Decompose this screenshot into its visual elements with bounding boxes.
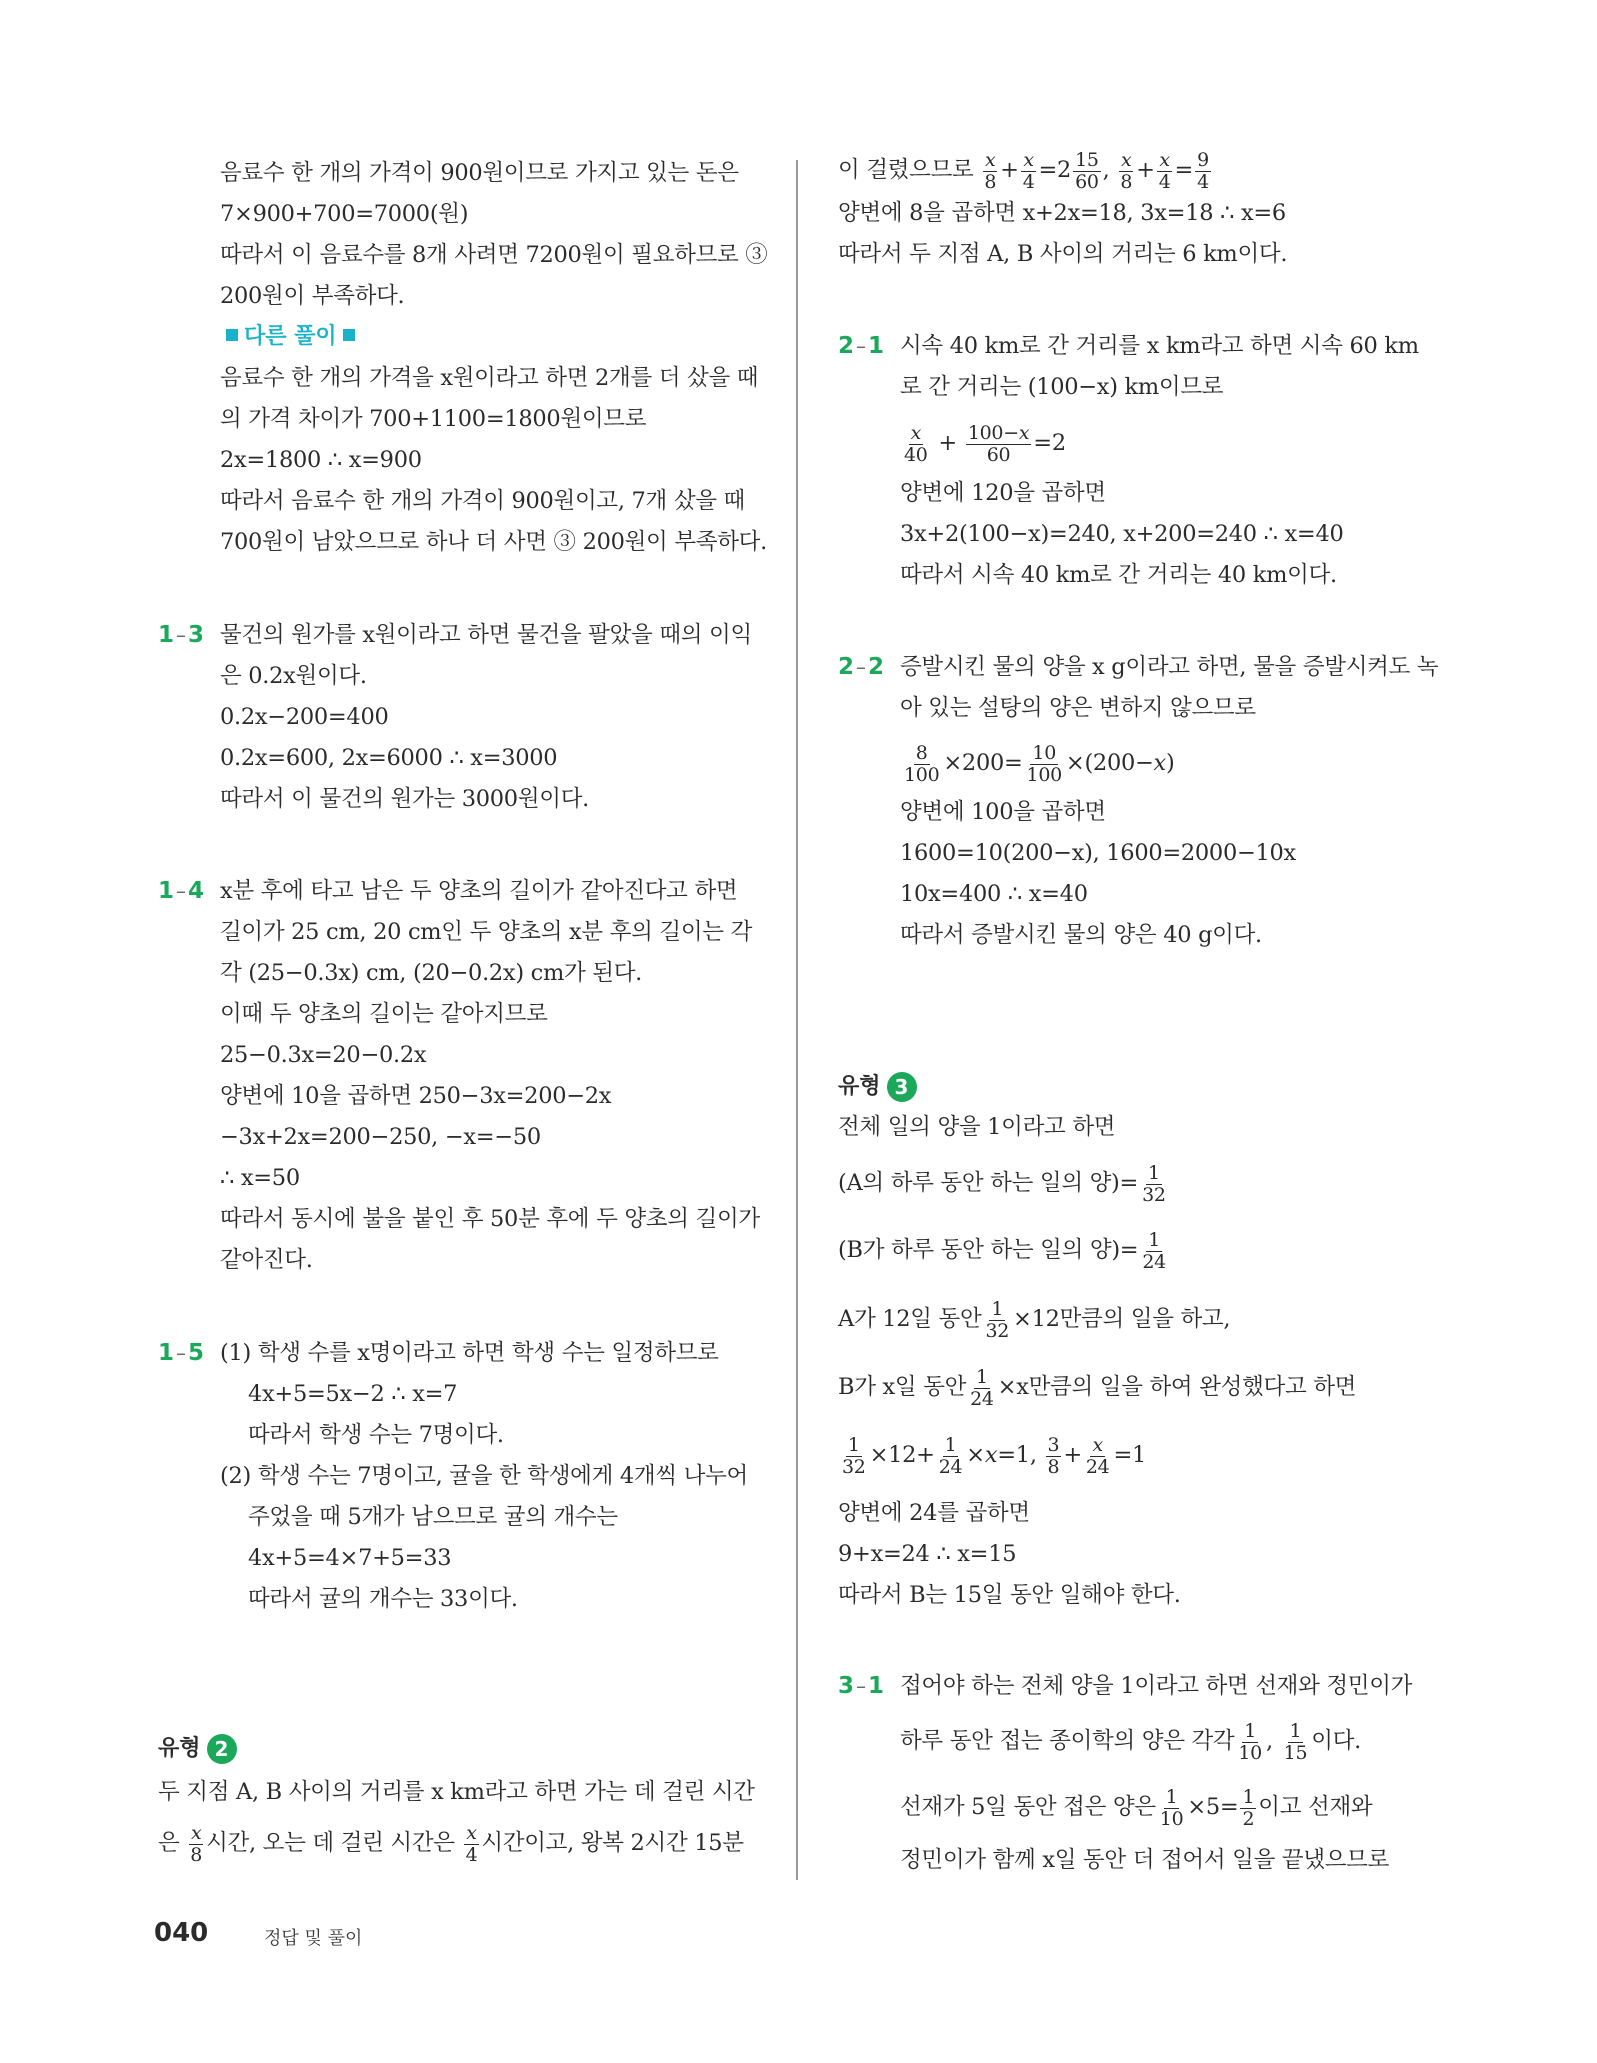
text-line: (B가 하루 동안 하는 일의 양)= $\frac{1}{24}$ xyxy=(838,1228,1166,1273)
type-heading-3: 유형 3 xyxy=(838,1070,917,1104)
type-number-badge: 3 xyxy=(887,1072,917,1102)
text-line: 2x=1800 ∴ x=900 xyxy=(220,447,422,473)
text-line: 증발시킨 물의 양을 x g이라고 하면, 물을 증발시켜도 녹 xyxy=(900,654,1439,680)
text-line: 로 간 거리는 (100−x) km이므로 xyxy=(900,374,1224,400)
text-line: −3x+2x=200−250, −x=−50 xyxy=(220,1124,541,1150)
fraction: $\frac{x}{4}$ xyxy=(465,1821,478,1866)
text-line: 은 $\frac{x}{8}$ 시간, 오는 데 걸린 시간은 $\frac{x}{4}$ 시간이고, 왕복 2시간 15분 xyxy=(158,1821,744,1866)
problem-number-2-1: 2 –1 xyxy=(838,333,885,359)
text-line: 따라서 두 지점 A, B 사이의 거리는 6 km이다. xyxy=(838,241,1288,267)
text-line: 두 지점 A, B 사이의 거리를 x km라고 하면 가는 데 걸린 시간 xyxy=(158,1779,755,1805)
text-line: (A의 하루 동안 하는 일의 양)= $\frac{1}{32}$ xyxy=(838,1161,1166,1206)
text-line: 양변에 120을 곱하면 xyxy=(900,480,1106,506)
text-line: 따라서 증발시킨 물의 양은 40 g이다. xyxy=(900,922,1262,948)
text-line: 9+x=24 ∴ x=15 xyxy=(838,1541,1017,1567)
text-line: 선재가 5일 동안 접은 양은 $\frac{1}{10}$ ×5= $\frac{1}{2}$ 이고 선재와 xyxy=(900,1785,1373,1830)
text-line: (1) 학생 수를 x명이라고 하면 학생 수는 일정하므로 xyxy=(220,1340,719,1366)
problem-number-3-1: 3 –1 xyxy=(838,1673,885,1699)
text-line: 하루 동안 접는 종이학의 양은 각각 $\frac{1}{10}$ , $\frac{1}{15}$ 이다. xyxy=(900,1719,1361,1764)
problem-number-1-3: 1 –3 xyxy=(158,622,205,648)
text-line: 0.2x=600, 2x=6000 ∴ x=3000 xyxy=(220,745,558,771)
text-line: 1600=10(200−x), 1600=2000−10x xyxy=(900,840,1296,866)
text-line: 이때 두 양초의 길이는 같아지므로 xyxy=(220,1001,548,1027)
text-line: A가 12일 동안 $\frac{1}{32}$ ×12만큼의 일을 하고, xyxy=(838,1297,1231,1342)
text-line: 정민이가 함께 x일 동안 더 접어서 일을 끝냈으므로 xyxy=(900,1847,1390,1873)
text-line: 4x+5=5x−2 ∴ x=7 xyxy=(248,1381,458,1407)
text-line: 7×900+700=7000(원) xyxy=(220,201,469,227)
text-line: 양변에 8을 곱하면 x+2x=18, 3x=18 ∴ x=6 xyxy=(838,200,1286,226)
text-line: 시속 40 km로 간 거리를 x km라고 하면 시속 60 km xyxy=(900,333,1419,359)
column-divider xyxy=(796,160,798,1880)
text-line: 4x+5=4×7+5=33 xyxy=(248,1545,452,1571)
text-line: 주었을 때 5개가 남으므로 귤의 개수는 xyxy=(248,1504,618,1530)
text-line: 따라서 시속 40 km로 간 거리는 40 km이다. xyxy=(900,562,1337,588)
text-line: 따라서 이 음료수를 8개 사려면 7200원이 필요하므로 ③ xyxy=(220,242,768,268)
text-line: B가 x일 동안 $\frac{1}{24}$ ×x만큼의 일을 하여 완성했다고 하면 xyxy=(838,1365,1357,1410)
text-line: 은 0.2x원이다. xyxy=(220,663,367,689)
text-line: 25−0.3x=20−0.2x xyxy=(220,1042,427,1068)
text-line: x분 후에 타고 남은 두 양초의 길이가 같아진다고 하면 xyxy=(220,878,738,904)
equation-line: $\frac{8}{100}$ ×200= $\frac{10}{100}$ ×(200−x) xyxy=(904,741,1175,786)
footer-label: 정답 및 풀이 xyxy=(264,1928,363,1949)
text-line: 0.2x−200=400 xyxy=(220,704,389,730)
square-bullet-icon xyxy=(343,329,355,341)
text-line: 3x+2(100−x)=240, x+200=240 ∴ x=40 xyxy=(900,521,1344,547)
type-heading-2: 유형 2 xyxy=(158,1732,237,1766)
text-line: 200원이 부족하다. xyxy=(220,283,405,309)
problem-number-2-2: 2 –2 xyxy=(838,654,885,680)
equation-line: $\frac{x}{40}$ + $\frac{100-x}{60}$ =2 xyxy=(904,421,1066,466)
text-line: 접어야 하는 전체 양을 1이라고 하면 선재와 정민이가 xyxy=(900,1673,1413,1699)
text-line: 따라서 귤의 개수는 33이다. xyxy=(248,1586,518,1612)
text-line: 따라서 음료수 한 개의 가격이 900원이고, 7개 샀을 때 xyxy=(220,488,745,514)
text-line: 따라서 이 물건의 원가는 3000원이다. xyxy=(220,786,589,812)
fraction: $\frac{x}{8}$ xyxy=(190,1821,203,1866)
text-line: 아 있는 설탕의 양은 변하지 않으므로 xyxy=(900,695,1256,721)
text-line: (2) 학생 수는 7명이고, 귤을 한 학생에게 4개씩 나누어 xyxy=(220,1463,748,1489)
type-number-badge: 2 xyxy=(207,1734,237,1764)
equation-line: $\frac{1}{32}$ ×12+ $\frac{1}{24}$ ×x=1, $\frac{3}{8}$ + $\frac{x}{24}$ =1 xyxy=(842,1433,1147,1478)
text-line: 양변에 100을 곱하면 xyxy=(900,799,1106,825)
problem-number-1-4: 1 –4 xyxy=(158,878,205,904)
page-number: 040 xyxy=(154,1918,209,1948)
text-line: 10x=400 ∴ x=40 xyxy=(900,881,1088,907)
text-line: 전체 일의 양을 1이라고 하면 xyxy=(838,1114,1116,1140)
text-line: 따라서 동시에 불을 붙인 후 50분 후에 두 양초의 길이가 xyxy=(220,1206,760,1232)
alt-solution-heading: 다른 풀이 xyxy=(220,322,361,352)
text-line: 700원이 남았으므로 하나 더 사면 ③ 200원이 부족하다. xyxy=(220,529,767,555)
text-line: ∴ x=50 xyxy=(220,1165,300,1191)
problem-number-1-5: 1 –5 xyxy=(158,1340,205,1366)
text-line: 음료수 한 개의 가격을 x원이라고 하면 2개를 더 샀을 때 xyxy=(220,365,759,391)
text-line: 따라서 학생 수는 7명이다. xyxy=(248,1422,504,1448)
text-line: 이 걸렸으므로 $\frac{x}{8}$ + $\frac{x}{4}$ =2 $\frac{15}{60}$ , $\frac{x}{8}$ + $\frac{x}{4}$ = $\frac{9}{4}$ xyxy=(838,148,1209,193)
square-bullet-icon xyxy=(226,329,238,341)
text-line: 의 가격 차이가 700+1100=1800원이므로 xyxy=(220,406,647,432)
text-line: 각 (25−0.3x) cm, (20−0.2x) cm가 된다. xyxy=(220,960,643,986)
text-line: 양변에 24를 곱하면 xyxy=(838,1500,1030,1526)
text-line: 길이가 25 cm, 20 cm인 두 양초의 x분 후의 길이는 각 xyxy=(220,919,753,945)
text-line: 양변에 10을 곱하면 250−3x=200−2x xyxy=(220,1083,612,1109)
text-line: 같아진다. xyxy=(220,1247,313,1273)
text-line: 따라서 B는 15일 동안 일해야 한다. xyxy=(838,1582,1181,1608)
text-line: 물건의 원가를 x원이라고 하면 물건을 팔았을 때의 이익 xyxy=(220,622,752,648)
text-line: 음료수 한 개의 가격이 900원이므로 가지고 있는 돈은 xyxy=(220,160,739,186)
